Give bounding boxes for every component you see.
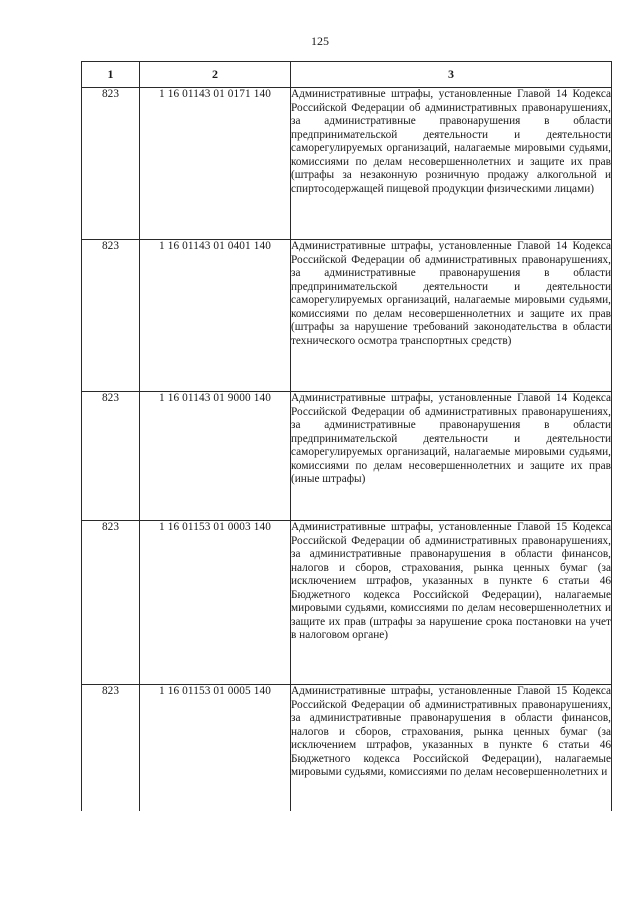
income-name-cell xyxy=(291,685,612,812)
income-name-cell: Административные штрафы, установленные Главой 14 Кодекса Российской Федерации об административных правонарушениях, за административные правонарушения в области предпринимательской деятельности и деятельности саморегулируемых организаций, налагаемые мировыми судьями, комиссиями по делам несовершеннолетних и защите их прав (штрафы за незаконную розничную продажу алкогольной и спиртосодержащей пищевой продукции физическими лицами) xyxy=(291,88,612,240)
table-header-row xyxy=(82,62,612,88)
header-col-2: 2 xyxy=(140,62,291,88)
admin-code-cell: 823 xyxy=(82,685,140,812)
table-row xyxy=(82,521,612,685)
budget-code-cell: 1 16 01143 01 0171 140 xyxy=(140,88,291,240)
admin-code-cell: 823 xyxy=(82,88,140,240)
page-bottom-margin xyxy=(81,829,612,909)
budget-code-cell: 1 16 01143 01 0401 140 xyxy=(140,240,291,392)
income-name-cell: Административные штрафы, установленные Главой 14 Кодекса Российской Федерации об административных правонарушениях, за административные правонарушения в области предпринимательской деятельности и деятельности саморегулируемых организаций, налагаемые мировыми судьями, комиссиями по делам несовершеннолетних и защите их прав (штрафы за нарушение требований законодательства в области технического осмотра транспортных средств) xyxy=(291,240,612,392)
budget-code-cell: 1 16 01153 01 0003 140 xyxy=(140,521,291,685)
budget-code-cell: 1 16 01153 01 0005 140 xyxy=(140,685,291,812)
admin-code-cell: 823 xyxy=(82,240,140,392)
budget-classification-table xyxy=(81,61,612,811)
admin-code-cell: 823 xyxy=(82,392,140,521)
income-name-cell: Административные штрафы, установленные Главой 14 Кодекса Российской Федерации об административных правонарушениях, за административные правонарушения в области предпринимательской деятельности и деятельности саморегулируемых организаций, налагаемые мировыми судьями, комиссиями по делам несовершеннолетних и защите их прав (иные штрафы) xyxy=(291,392,612,521)
header-col-1: 1 xyxy=(82,62,140,88)
header-col-3: 3 xyxy=(291,62,612,88)
table-row xyxy=(82,392,612,521)
budget-code-cell: 1 16 01143 01 9000 140 xyxy=(140,392,291,521)
table-row xyxy=(82,88,612,240)
table-row xyxy=(82,685,612,812)
admin-code-cell: 823 xyxy=(82,521,140,685)
table-row xyxy=(82,240,612,392)
page-number: 125 xyxy=(311,34,329,48)
income-name-text: Административные штрафы, установленные Главой 15 Кодекса Российской Федерации об административных правонарушениях, за административные правонарушения в области финансов, налогов и сборов, страхования, рынка ценных бумаг (за исключением штрафов, указанных в пункте 6 статьи 46 Бюджетного кодекса Российской Федерации), налагаемые мировыми судьями, комиссиями по делам несовершеннолетних и xyxy=(291,685,611,779)
income-name-cell: Административные штрафы, установленные Главой 15 Кодекса Российской Федерации об административных правонарушениях, за административные правонарушения в области финансов, налогов и сборов, страхования, рынка ценных бумаг (за исключением штрафов, указанных в пункте 6 статьи 46 Бюджетного кодекса Российской Федерации), налагаемые мировыми судьями, комиссиями по делам несовершеннолетних и защите их прав (штрафы за нарушение срока постановки на учет в налоговом органе) xyxy=(291,521,612,685)
